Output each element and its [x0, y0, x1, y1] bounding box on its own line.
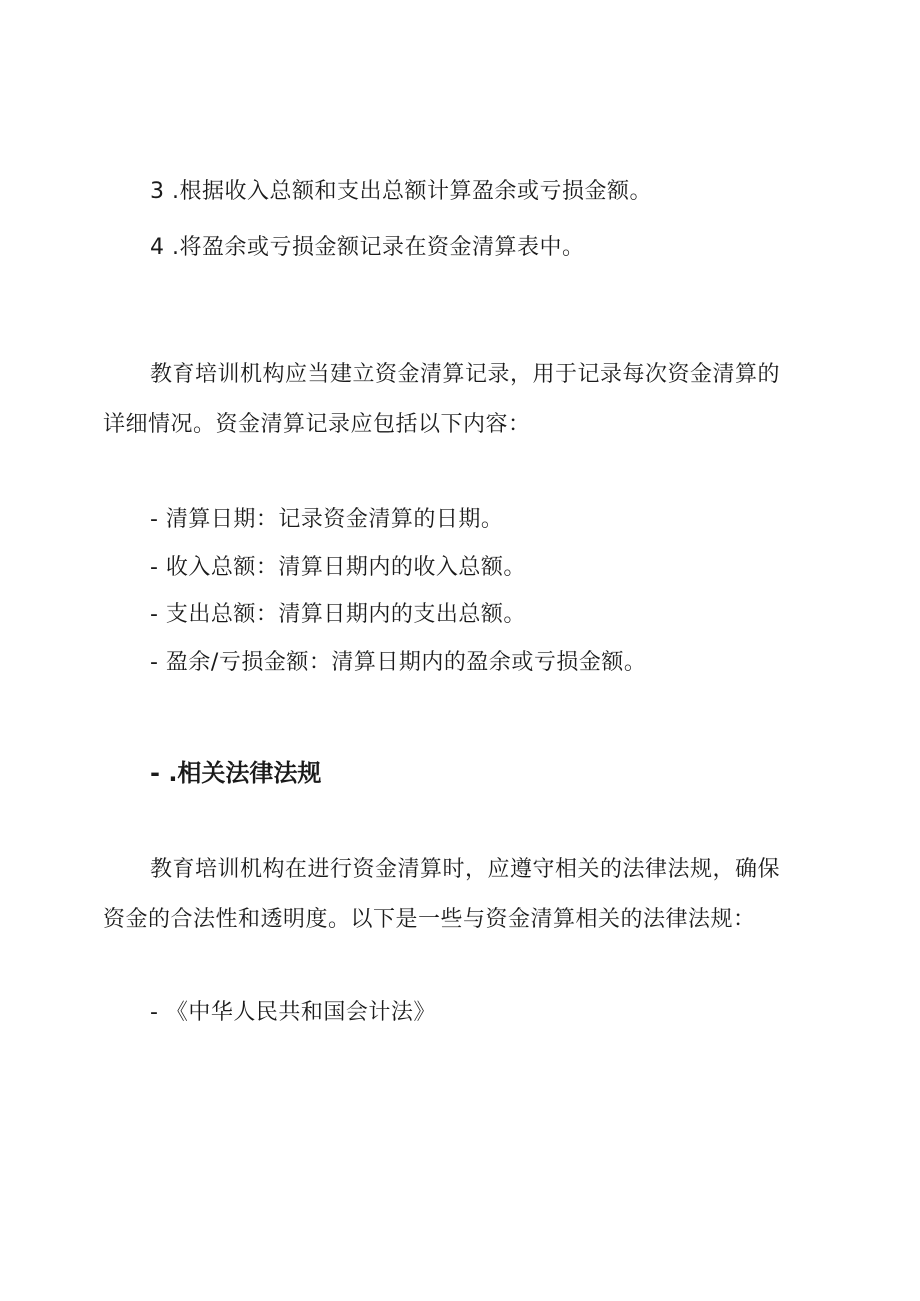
list-item: - 支出总额：清算日期内的支出总额。: [150, 602, 526, 627]
step-text: .根据收入总额和支出总额计算盈余或亏损金额。: [172, 179, 652, 204]
section-heading: - .相关法律法规: [150, 759, 322, 787]
paragraph-line: 资金的合法性和透明度。以下是一些与资金清算相关的法律法规：: [103, 907, 756, 932]
step-item: [150, 177, 652, 207]
paragraph-line: 教育培训机构在进行资金清算时，应遵守相关的法律法规，确保: [150, 857, 781, 882]
list-item: - 收入总额：清算日期内的收入总额。: [150, 555, 526, 580]
list-item: - 盈余/亏损金额：清算日期内的盈余或亏损金额。: [150, 650, 647, 675]
paragraph-line: 教育培训机构应当建立资金清算记录，用于记录每次资金清算的: [150, 362, 781, 387]
step-item: [150, 233, 585, 263]
paragraph-line: 详细情况。资金清算记录应包括以下内容：: [103, 412, 531, 437]
step-number: 4: [150, 235, 165, 260]
list-item: - 《中华人民共和国会计法》: [150, 1000, 436, 1025]
step-text: .将盈余或亏损金额记录在资金清算表中。: [172, 235, 585, 260]
step-number: 3: [150, 179, 165, 204]
list-item: - 清算日期：记录资金清算的日期。: [150, 507, 504, 532]
